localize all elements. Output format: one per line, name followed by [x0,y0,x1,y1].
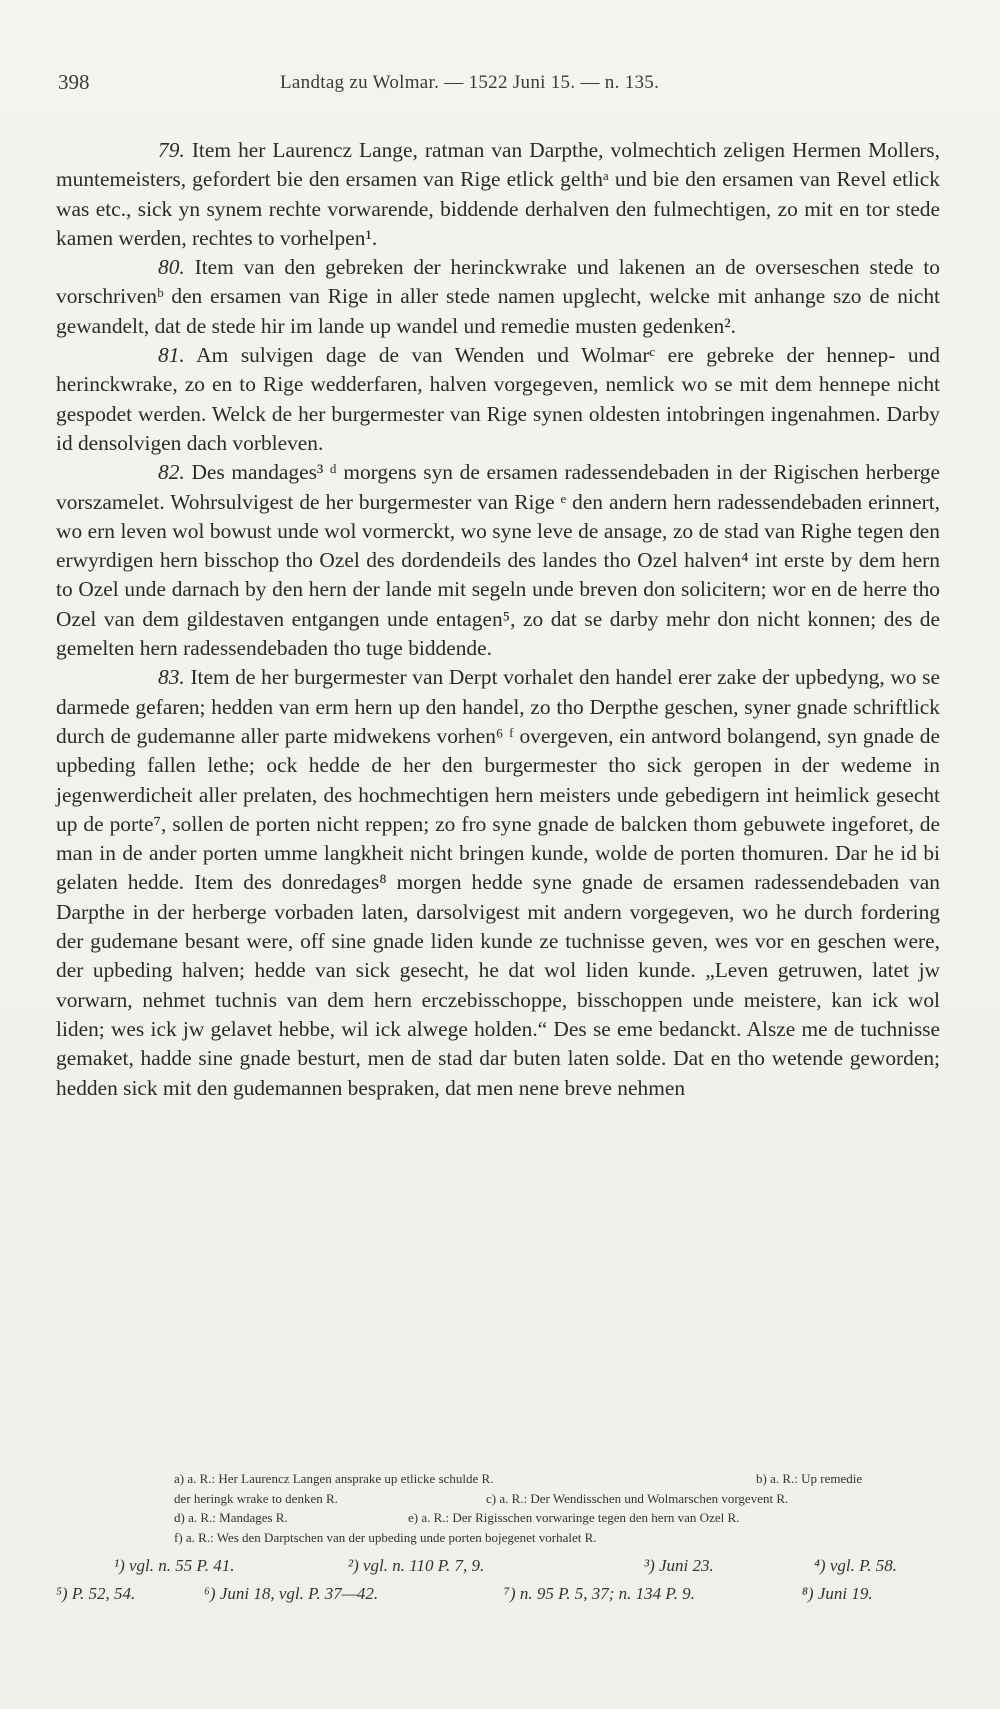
paragraph-number: 83. [158,665,185,690]
footnote-b-continuation: der heringk wrake to denken R. [174,1490,338,1506]
footnote-c: c) a. R.: Der Wendisschen und Wolmarschen vorgevent R. [486,1490,789,1506]
paragraph-number: 80. [158,255,185,280]
footnote-row [174,1469,942,1489]
footnote-6: ⁶) Juni 18, vgl. P. 37—42. [204,1584,379,1603]
page-header [58,70,938,100]
footnote-1: ¹) vgl. n. 55 P. 41. [114,1556,235,1575]
footnote-4: ⁴) vgl. P. 58. [814,1556,898,1575]
footnote-d: d) a. R.: Mandages R. [174,1510,288,1525]
paragraph-number: 81. [158,343,185,368]
paragraph-82 [56,458,940,663]
running-head: Landtag zu Wolmar. — 1522 Juni 15. — n. 135. [280,72,660,93]
paragraph-text: Item de her burgermester van Derpt vorhalet den handel erer zake der upbedyng, wo se darmede gefaren; hedden van erm hern up den handel, zo tho Derpthe geschen, syner gnade schriftlick durch de gudemanne aller parte midwekens vorhen⁶ ᶠ overgeven, ein antword bolangend, syn gnade de upbeding fallen lethe; ock hedde de her den burgermester tho sick geropen in der wedeme in jegenwerdicheit aller prelaten, des hochmechtigen hern meisters unde gebedigern int heimlick gesecht up de porte⁷, sollen de porten nicht reppen; zo fro syne gnade de balcken thom gebuwete ingeforet, de man in de ander porten umme langkheit nicht bringen kunde, wolde de porten thomuren. Dar he id bi gelaten hedde. Item des donredages⁸ morgen hedde syne gnade de ersamen radessendebaden van Darpthe in der herberge vorbaden laten, darsolvigest mit andern vorgegeven, wo he durch fordering der gudemane besant were, off sine gnade liden kunde ze tuchnisse geven, wes vor en geschen were, der upbeding halven; hedde van sick gesecht, he dat wol liden kunde. „Leven getruwen, latet jw vorwarn, nehmet tuchnis van dem hern erczebisschoppe, bisschoppen unde meistere, kan ick wol liden; wes ick jw gelavet hebbe, wil ick alwege holden.“ Des se eme bedanckt. Alsze me de tuchnisse gemaket, hadde sine gnade besturt, men de stad dar buten laten solde. Dat en tho wetende geworden; hedden sick mit den gudemannen bespraken, dat men nene breve nehmen [56,665,940,1100]
footnote-e: e) a. R.: Der Rigisschen vorwaringe tegen den hern van Ozel R. [408,1510,740,1525]
body-text [56,136,940,1103]
footnote-b: b) a. R.: Up remedie [756,1471,863,1486]
footnote-5: ⁵) P. 52, 54. [56,1584,136,1603]
paragraph-text: Item van den gebreken der herinckwrake und lakenen an de overseschen stede to vorschrivenᵇ den ersamen van Rige in aller stede namen upglecht, welcke mit anhange szo de nicht gewandelt, dat de stede hir im lande up wandel und remedie musten gedenken². [56,255,940,338]
footnote-a: a) a. R.: Her Laurencz Langen ansprake up etlicke schulde R. [174,1471,494,1486]
footnote-7: ⁷) n. 95 P. 5, 37; n. 134 P. 9. [504,1584,695,1603]
paragraph-number: 82. [158,460,185,485]
paragraph-text: Des mandages³ ᵈ morgens syn de ersamen radessendebaden in der Rigischen herberge vorszamelet. Wohrsulvigest de her burgermester van Rige ᵉ den andern hern radessendebaden erinnert, wo ern leven wol bowust unde wol vormerckt, wo syne leve de ansage, zo de stad van Righe tegen den erwyrdigen hern bisschop tho Ozel des dordendeils des landes tho Ozel halven⁴ int erste by dem hern to Ozel unde darnach by den hern der lande mit segeln unde breven don solicitern; wor en de herre tho Ozel van dem gildestaven entgangen unde entagen⁵, zo dat se darby mehr don nicht konnen; des de gemelten hern radessendebaden tho tuge biddende. [56,460,940,661]
paragraph-80 [56,253,940,341]
letter-footnotes [174,1469,942,1547]
footnote-3: ³) Juni 23. [644,1556,714,1575]
paragraph-number: 79. [158,138,185,162]
paragraph-79 [56,136,940,253]
paragraph-text: Item her Laurencz Lange, ratman van Darpthe, volmechtich zeligen Hermen Mollers, muntemeisters, gefordert bie den ersamen van Rige etlick gelthᵃ und bie den ersamen van Revel etlick was etc., sick yn synem rechte vorwarende, biddende derhalven den fulmechtigen, zo mit en tor stede kamen werden, rechtes to vorhelpen¹. [56,138,940,250]
paragraph-81 [56,341,940,458]
footnote-2: ²) vgl. n. 110 P. 7, 9. [348,1556,485,1575]
footnote-f: f) a. R.: Wes den Darptschen van der upbeding unde porten bojegenet vorhalet R. [174,1529,597,1545]
paragraph-text: Am sulvigen dage de van Wenden und Wolmarᶜ ere gebreke der hennep- und herinckwrake, zo en to Rige wedderfaren, halven vorgegeven, nemlick wo se mit dem hennepe nicht gespodet werden. Welck de her burgermester van Rige synen oldesten intobringen ingenahmen. Darby id densolvigen dach vorbleven. [56,343,940,455]
footnote-row [174,1528,942,1548]
footnote-row [174,1489,942,1509]
paragraph-83 [56,663,940,1102]
footnote-row [174,1508,942,1528]
footnote-8: ⁸) Juni 19. [802,1584,873,1603]
page-number: 398 [58,70,90,94]
